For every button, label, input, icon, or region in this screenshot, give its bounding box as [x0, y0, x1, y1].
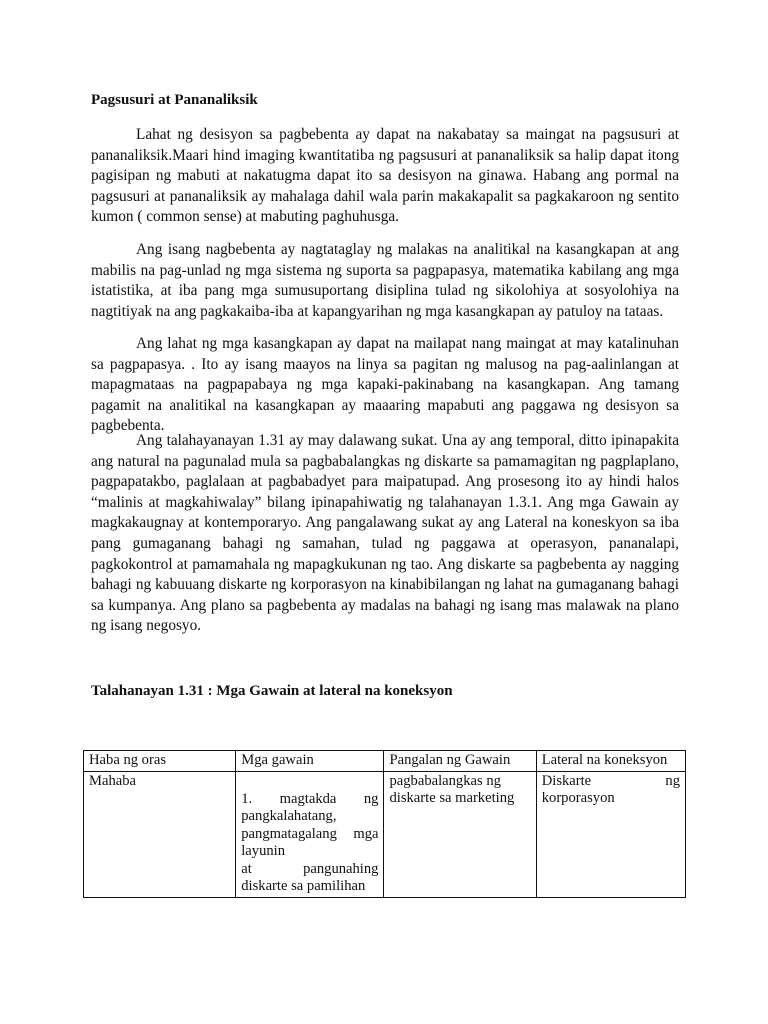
paragraph-2: Ang isang nagbebenta ay nagtataglay ng malakas na analitikal na kasangkapan at ang mabilis na pag-unlad ng mga sistema ng suporta sa pagpapasya, matematika kabilang ang mga istatistika, at iba pang mga sumusuportang disiplina tulad ng sikolohiya at sosyolohiya na nagtitiyak na ang pagkakaiba-iba at kapangyarihan ng mga kasangkapan ay patuloy na tataas. — [91, 241, 679, 320]
gawain-line-1: 1. magtakda ng — [241, 790, 379, 807]
cell-pangalan — [384, 771, 536, 897]
paragraph-3: Ang lahat ng mga kasangkapan ay dapat na mailapat nang maingat at may katalinuhan sa pagpapasya. . Ito ay isang maayos na linya sa pagitan ng malusog na pag-aalinlangan at mapagmataas na pagpapabaya ng mga kapaki-pakinabang na kasangkapan. Ang tamang pagamit na analitikal na kasangkapan ay maaaring mapabuti ang paggawa ng desisyon sa pagbebenta. — [91, 335, 679, 435]
gawain-line-6: diskarte sa pamilihan — [241, 878, 366, 894]
paragraph-1: Lahat ng desisyon sa pagbebenta ay dapat na nakabatay sa maingat na pagsusuri at pananaliksik.Maari hind imaging kwantitatiba ng pagsusuri at pananaliksik sa halip dapat itong pagisipan ng mabuti at nakatugma dapat ito sa desisyon na ginawa. Habang ang pormal na pagsusuri at pananaliksik ay mahalaga dahil wala parin makakapalit sa pagkakaroon ng sentito kumon ( common sense) at mabuting paghuhusga. — [91, 126, 679, 226]
section-heading: Pagsusuri at Pananaliksik — [91, 92, 258, 108]
cell-haba — [84, 771, 236, 897]
table-header-row — [84, 751, 686, 772]
cell-haba-text: Mahaba — [89, 772, 137, 789]
paragraph-4: Ang talahayanayan 1.31 ay may dalawang sukat. Una ay ang temporal, ditto ipinapakita ang natural na pagunalad mula sa pagbabalangkas ng diskarte sa pamamagitan ng pagplaplano, pagpapatakbo, paglalaan at pagbabadyet para maipatupad. Ang prosesong ito ay hindi halos “malinis at magkahiwalay” bilang ipinapahiwatig ng talahanayan 1.3.1. Ang mga Gawain ay magkakaugnay at kontemporaryo. Ang pangalawang sukat ay ang Lateral na koneskyon sa iba pang gumaganang bahagi ng samahan, tulad ng paggawa at operasyon, pananalapi, pagkokontrol at pamamahala ng mapagkukunan ng tao. Ang diskarte sa pagbebenta ay nagging bahagi ng kabuuang diskarte ng korporasyon na kinabibilangan ng lahat na gumaganang bahagi sa kumpanya. Ang plano sa pagbebenta ay madalas na bahagi ng isang mas malawak na plano ng isang negosyo. — [91, 432, 679, 635]
lateral-line-1: Diskarte ng — [541, 772, 680, 789]
table-title: Talahanayan 1.31 : Mga Gawain at lateral na koneksyon — [91, 683, 453, 699]
header-pangalan-ng-gawain: Pangalan ng Gawain — [384, 751, 536, 772]
header-lateral-na-koneksyon: Lateral na koneksyon — [536, 751, 685, 772]
table-row — [84, 771, 686, 897]
cell-gawain — [236, 771, 384, 897]
cell-lateral — [536, 771, 685, 897]
gawain-line-3: pangmatagalang mga — [241, 825, 379, 842]
header-haba-ng-oras: Haba ng oras — [84, 751, 236, 772]
pangalan-line-1: pagbabalangkas ng — [389, 772, 501, 789]
gawain-line-5: at pangunahing — [241, 860, 379, 877]
pangalan-line-2: diskarte sa marketing — [389, 790, 515, 806]
activities-table — [83, 750, 686, 898]
lateral-line-2: korporasyon — [541, 790, 615, 806]
gawain-line-4: layunin — [241, 843, 286, 859]
header-mga-gawain: Mga gawain — [236, 751, 384, 772]
gawain-line-2: pangkalahatang, — [241, 808, 337, 824]
